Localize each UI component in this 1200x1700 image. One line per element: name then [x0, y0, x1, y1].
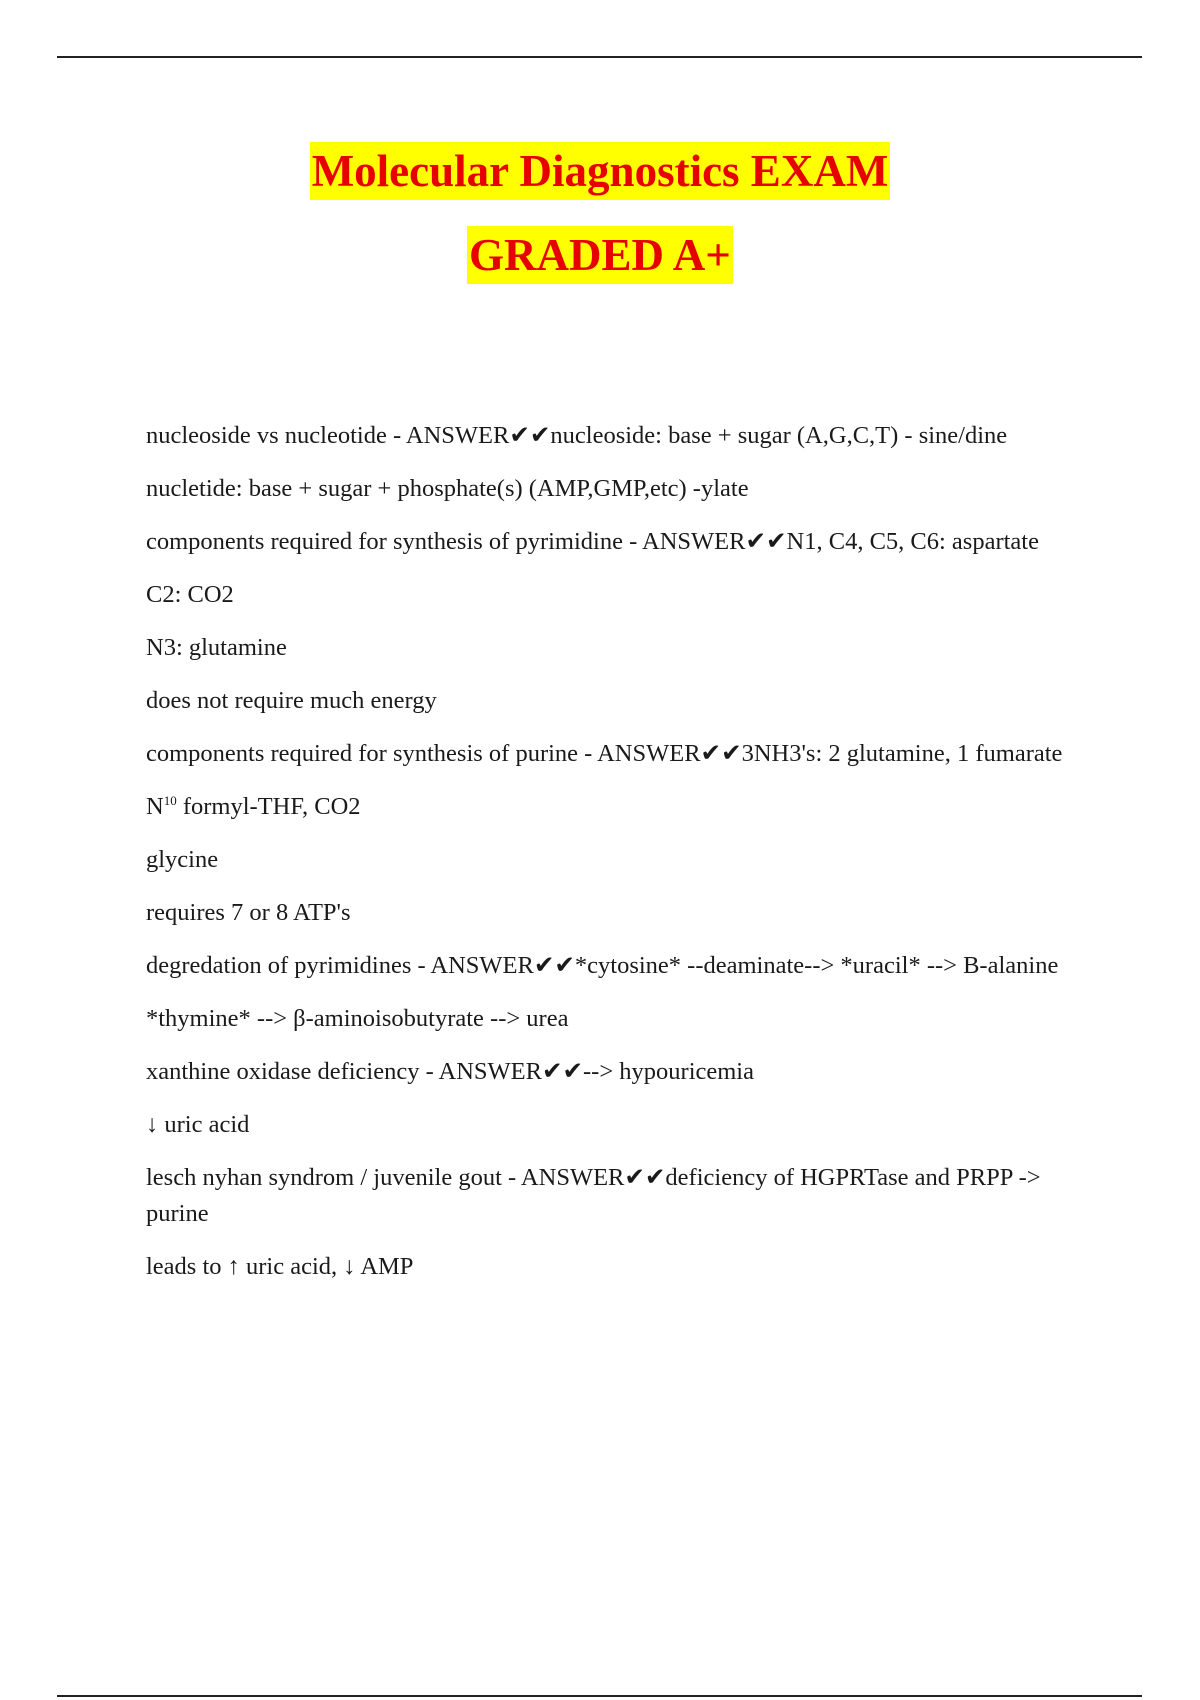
- paragraph: [146, 789, 1086, 825]
- bottom-rule: [57, 1695, 1142, 1697]
- paragraph: *thymine* --> β-aminoisobutyrate --> urea: [146, 1005, 569, 1032]
- superscript: 10: [163, 793, 177, 808]
- paragraph: leads to ↑ uric acid, ↓ AMP: [146, 1253, 414, 1280]
- document-title: [0, 142, 1200, 284]
- paragraph: ↓ uric acid: [146, 1111, 250, 1138]
- title-line-2: GRADED A+: [467, 226, 733, 284]
- paragraph: degredation of pyrimidines - ANSWER✔✔*cytosine* --deaminate--> *uracil* --> B-alanine: [146, 952, 1059, 979]
- paragraph: requires 7 or 8 ATP's: [146, 899, 351, 926]
- paragraph: N3: glutamine: [146, 634, 287, 661]
- paragraph: does not require much energy: [146, 687, 437, 714]
- paragraph: xanthine oxidase deficiency - ANSWER✔✔--> hypouricemia: [146, 1058, 754, 1085]
- paragraph-prefix: N: [146, 793, 164, 820]
- document-body: [146, 418, 1086, 1302]
- paragraph: components required for synthesis of pyrimidine - ANSWER✔✔N1, C4, C5, C6: aspartate: [146, 528, 1039, 555]
- paragraph-rest: formyl-THF, CO2: [176, 793, 361, 820]
- paragraph: glycine: [146, 846, 219, 873]
- title-line-1: Molecular Diagnostics EXAM: [310, 142, 891, 200]
- paragraph: components required for synthesis of purine - ANSWER✔✔3NH3's: 2 glutamine, 1 fumarate: [146, 740, 1063, 767]
- paragraph: lesch nyhan syndrom / juvenile gout - ANSWER✔✔deficiency of HGPRTase and PRPP -> purine: [146, 1164, 1041, 1227]
- paragraph: nucleoside vs nucleotide - ANSWER✔✔nucleoside: base + sugar (A,G,C,T) - sine/dine: [146, 422, 1008, 449]
- top-rule: [57, 56, 1142, 58]
- paragraph: C2: CO2: [146, 581, 234, 608]
- paragraph: nucletide: base + sugar + phosphate(s) (AMP,GMP,etc) -ylate: [146, 475, 749, 502]
